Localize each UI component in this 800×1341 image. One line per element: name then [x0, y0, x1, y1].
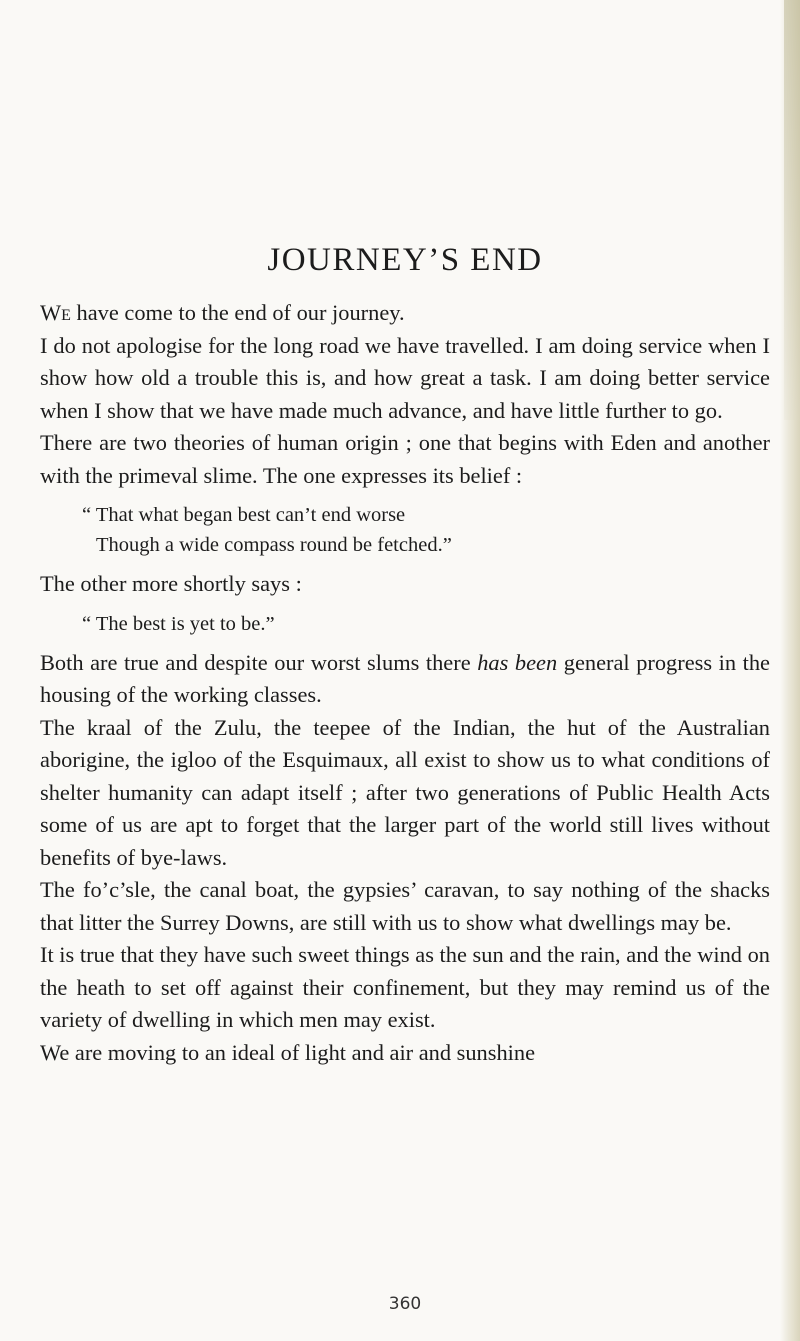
paragraph-1 — [40, 297, 770, 330]
short-quotation: “ The best is yet to be.” — [82, 612, 275, 635]
chapter-body — [40, 297, 770, 1069]
paragraph-9: We are moving to an ideal of light and air and sunshine — [40, 1039, 536, 1065]
verse-line-2: Though a wide compass round be fetched.” — [96, 534, 452, 556]
paragraph-5 — [40, 647, 770, 712]
paragraph-1-text: have come to the end of our journey. — [70, 300, 405, 325]
book-page — [40, 0, 770, 1341]
paragraph-8: It is true that they have such sweet things as the sun and the rain, and the wind on the heath to set off against their confinement, but they may remind us of the variety of dwelling in which men may exist. — [40, 942, 770, 1032]
paragraph-7: The fo’c’sle, the canal boat, the gypsies’ caravan, to say nothing of the shacks that litter the Surrey Downs, are still with us to show what dwellings may be. — [40, 877, 770, 935]
paragraph-2: I do not apologise for the long road we have travelled. I am doing service when I show how old a trouble this is, and how great a task. I am doing better service when I show that we have made much advance, and have little further to go. — [40, 332, 770, 423]
paragraph-5-text-a: Both are true and despite our worst slums there — [40, 649, 478, 675]
opening-word: We — [40, 300, 71, 325]
paragraph-4: The other more shortly says : — [40, 571, 302, 596]
paragraph-5-text-b: general progress in the housing of the working classes. — [40, 649, 770, 707]
page-number: 360 — [388, 1294, 422, 1314]
paragraph-3: There are two theories of human origin ; one that begins with Eden and another with the primeval slime. The one expresses its belief : — [40, 430, 770, 488]
page-edge-stain — [784, 0, 800, 420]
verse-line-1: “ That what began best can’t end worse — [82, 504, 406, 526]
chapter-title: JOURNEY’S END — [267, 242, 543, 278]
paragraph-6: The kraal of the Zulu, the teepee of the Indian, the hut of the Australian aborigine, the igloo of the Esquimaux, all exist to show us to what conditions of shelter humanity can adapt itself ; after two generations of Public Health Acts some of us are apt to forget that the larger part of the world still lives without benefits of bye-laws. — [40, 714, 770, 870]
verse-quotation — [40, 500, 770, 560]
italic-emphasis: has been — [477, 649, 558, 675]
